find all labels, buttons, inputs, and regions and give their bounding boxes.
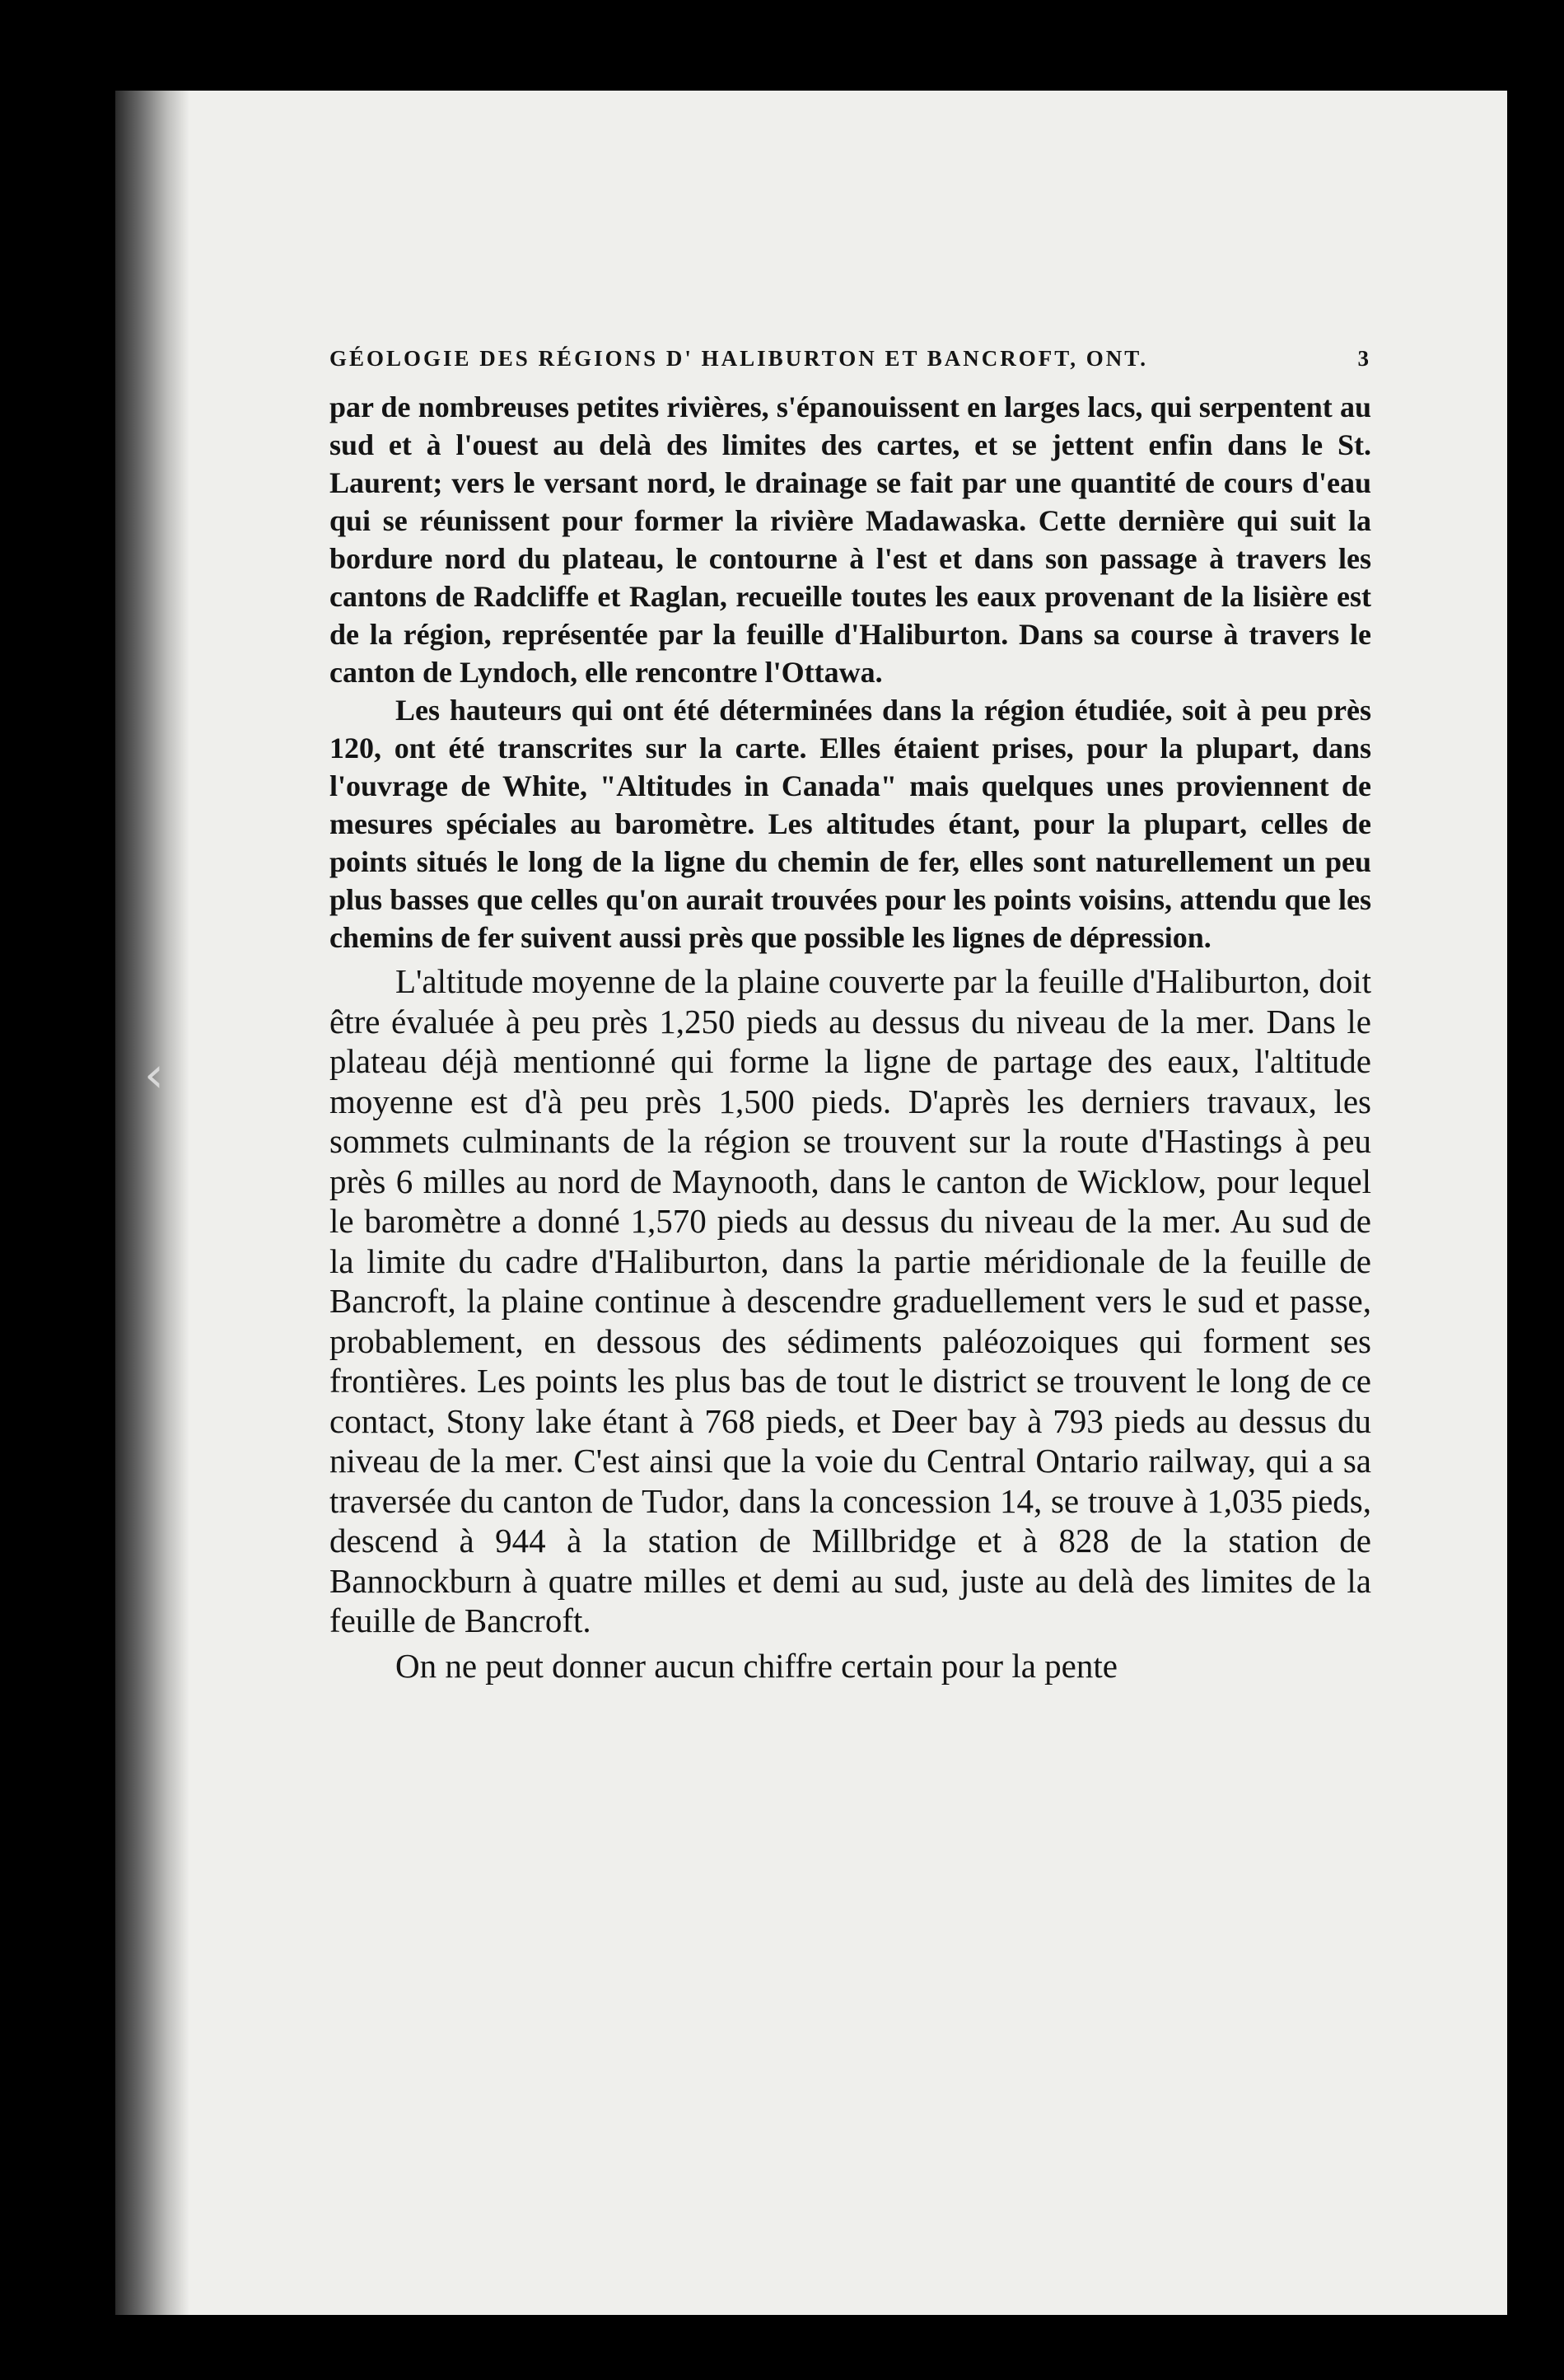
running-header [329,346,1371,372]
binding-shadow [115,91,189,2315]
paragraph-2: Les hauteurs qui ont été déterminées dans la région étudiée, soit à peu près 120, ont été transcrites sur la carte. Elles étaient prises, pour la plupart, dans l'ouvrage de White, "Altitudes in Canada" mais quelques unes proviennent de mesures spéciales au baromètre. Les altitudes étant, pour la plupart, celles de points situés le long de la ligne du chemin de fer, elles sont naturellement un peu plus basses que celles qu'on aurait trouvées pour les points voisins, attendu que les chemins de fer suivent aussi près que possible les lignes de dépression. [329,694,1371,954]
paragraph-1: par de nombreuses petites rivières, s'épanouissent en larges lacs, qui serpentent au sud et à l'ouest au delà des limites des cartes, et se jettent enfin dans le St. Laurent; vers le versant nord, le drainage se fait par une quantité de cours d'eau qui se réunissent pour former la rivière Madawaska. Cette dernière qui suit la bordure nord du plateau, le contourne à l'est et dans son passage à travers les cantons de Radcliffe et Raglan, recueille toutes les eaux provenant de la lisière est de la région, représentée par la feuille d'Haliburton. Dans sa course à travers le canton de Lyndoch, elle rencontre l'Ottawa. [329,390,1371,689]
paragraph-3: L'altitude moyenne de la plaine couverte par la feuille d'Haliburton, doit être évaluée à peu près 1,250 pieds au dessus du niveau de la mer. Dans le plateau déjà mentionné qui forme la ligne de partage des eaux, l'altitude moyenne est d'à peu près 1,500 pieds. D'après les derniers travaux, les sommets culminants de la région se trouvent sur la route d'Hastings à peu près 6 milles au nord de Maynooth, dans le canton de Wicklow, pour lequel le baromètre a donné 1,570 pieds au dessus du niveau de la mer. Au sud de la limite du cadre d'Haliburton, dans la partie méridionale de la feuille de Bancroft, la plaine continue à descendre graduellement vers le sud et passe, probablement, en dessous des sédiments paléozoiques qui forment ses frontières. Les points les plus bas de tout le district se trouvent le long de ce contact, Stony lake étant à 768 pieds, et Deer bay à 793 pieds au dessus du niveau de la mer. C'est ainsi que la voie du Central Ontario railway, qui a sa traversée du canton de Tudor, dans la concession 14, se trouve à 1,035 pieds, descend à 944 à la station de Millbridge et à 828 de la station de Bannockburn à quatre milles et demi au sud, juste au delà des limites de la feuille de Bancroft. [329,962,1371,1639]
paragraph-4: On ne peut donner aucun chiffre certain pour la pente [395,1646,1118,1685]
binding-arrow-icon: ‹ [144,1046,164,1104]
running-title: GÉOLOGIE DES RÉGIONS D' HALIBURTON ET BANCROFT, ONT. [329,346,1148,371]
scanned-page [115,91,1507,2315]
page-content [329,346,1371,1686]
page-number: 3 [1357,346,1371,371]
